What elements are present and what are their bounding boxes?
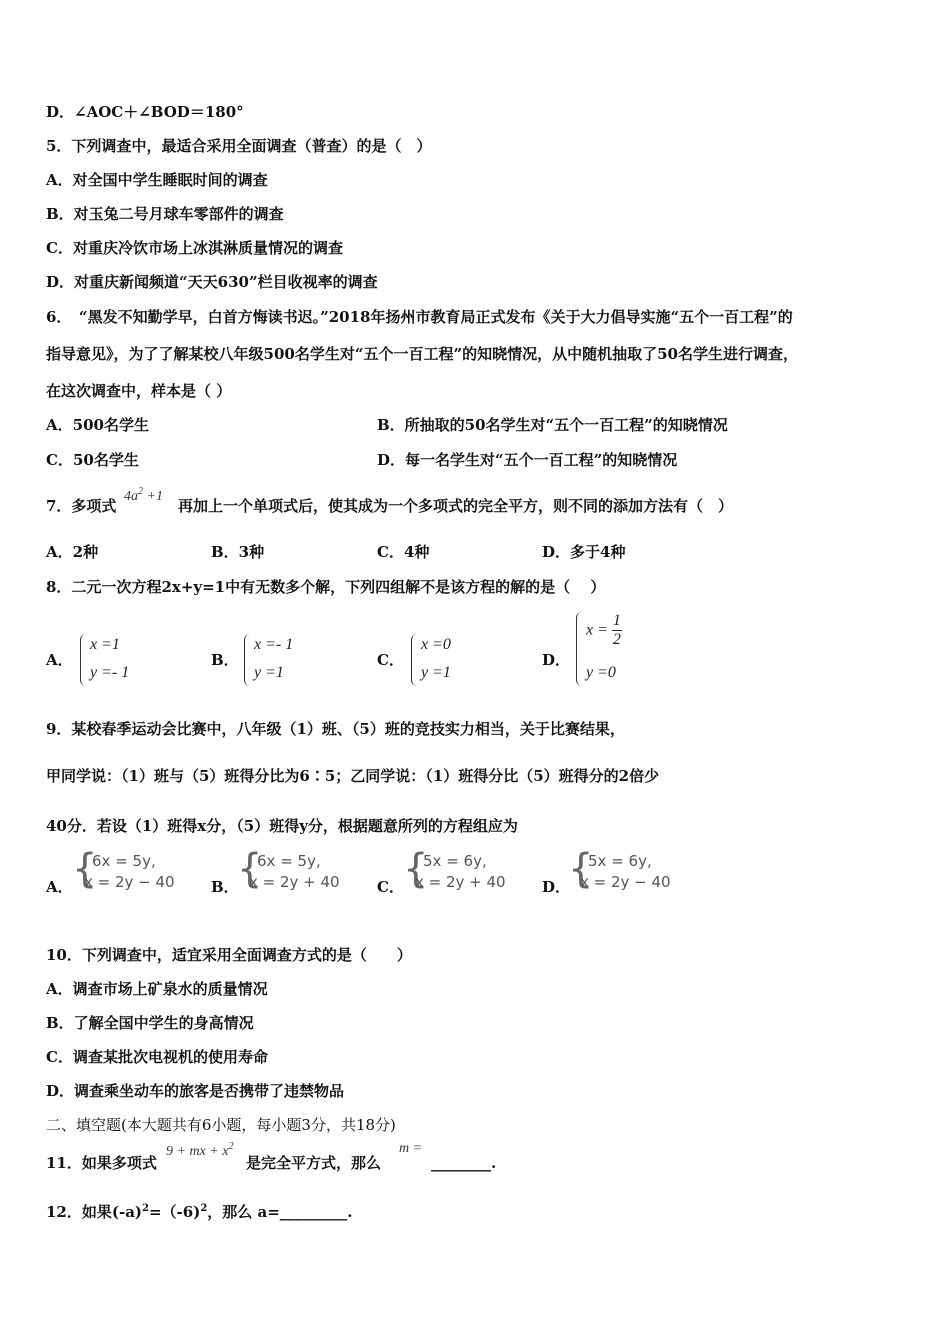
- q7-option-d: D．多于4种: [542, 543, 626, 561]
- q5-option-a: A．对全国中学生睡眠时间的调查: [46, 171, 268, 189]
- q9-a-brace: {: [72, 846, 98, 892]
- q5-option-c: C．对重庆冷饮市场上冰淇淋质量情况的调查: [46, 239, 343, 257]
- q8-option-a-label: A．: [46, 651, 73, 669]
- q11-middle-text: 是完全平方式，那么: [246, 1154, 382, 1172]
- q9-d-brace: {: [568, 846, 594, 892]
- q8-d-fraction: $\frac{1}{2}$: [612, 612, 621, 648]
- q6-option-c: C．50名学生: [46, 451, 139, 469]
- q12-text: 12．如果$(-a)^2=(-6)^2$，那么 a=_________.: [46, 1203, 353, 1221]
- q8-b-row1: x =- 1: [254, 636, 294, 653]
- q6-option-d: D．每一名学生对“五个一百工程”的知晓情况: [377, 451, 678, 469]
- q7-option-c: C．4种: [377, 543, 430, 561]
- q7-option-b: B．3种: [211, 543, 265, 561]
- q11-answer-blank: ________.: [431, 1154, 497, 1172]
- q8-c-row1: x =0: [421, 636, 451, 653]
- section-2-title: 二、填空题(本大题共有6小题，每小题3分，共18分): [46, 1116, 396, 1134]
- q9-a-row2: x = 2y − 40: [84, 873, 175, 891]
- q8-d-row1: x = $\frac{1}{2}$: [586, 612, 621, 648]
- q9-c-brace: {: [403, 846, 429, 892]
- q7-expression: $4a^2 +1$: [124, 486, 163, 504]
- q9-c-row1: 5x = 6y,: [423, 852, 487, 870]
- q10-stem: 10．下列调查中，适宜采用全面调查方式的是（ ）: [46, 946, 412, 964]
- q9-b-brace: {: [237, 846, 263, 892]
- q5-option-b: B．对玉兔二号月球车零部件的调查: [46, 205, 284, 223]
- q7-suffix: 再加上一个单项式后，使其成为一个多项式的完全平方，则不同的添加方法有（ ）: [178, 497, 734, 515]
- q9-line-2: 甲同学说：（1）班与（5）班得分比为6∶5；乙同学说：（1）班得分比（5）班得分的2倍少: [46, 767, 660, 785]
- q9-option-c-label: C．: [377, 878, 404, 896]
- q11-prefix: 11．如果多项式: [46, 1154, 157, 1172]
- q8-b-row2: y =1: [254, 664, 284, 681]
- q7-prefix: 7．多项式: [46, 497, 117, 515]
- q8-option-b-label: B．: [211, 651, 239, 669]
- q5-stem: 5．下列调查中，最适合采用全面调查（普查）的是（ ）: [46, 137, 432, 155]
- q6-line-1: 6． “黑发不知勤学早，白首方悔读书迟。”2018年扬州市教育局正式发布《关于大力倡导实施“五个一百工程”的: [46, 308, 793, 326]
- q10-option-d: D．调查乘坐动车的旅客是否携带了违禁物品: [46, 1082, 345, 1100]
- q9-b-row1: 6x = 5y,: [257, 852, 321, 870]
- q9-b-row2: x = 2y + 40: [249, 873, 340, 891]
- q8-c-row2: y =1: [421, 664, 451, 681]
- q6-option-b: B．所抽取的50名学生对“五个一百工程”的知晓情况: [377, 416, 728, 434]
- q11-expression: 9 + mx + $x^2$: [166, 1141, 234, 1159]
- q8-option-d-label: D．: [542, 651, 571, 669]
- q8-option-c-label: C．: [377, 651, 404, 669]
- q10-option-b: B．了解全国中学生的身高情况: [46, 1014, 254, 1032]
- q9-c-row2: x = 2y + 40: [415, 873, 506, 891]
- q9-d-row1: 5x = 6y,: [588, 852, 652, 870]
- q9-a-row1: 6x = 5y,: [92, 852, 156, 870]
- q9-option-d-label: D．: [542, 878, 571, 896]
- q8-a-row2: y =- 1: [90, 664, 130, 681]
- q10-option-a: A．调查市场上矿泉水的质量情况: [46, 980, 268, 998]
- q9-option-a-label: A．: [46, 878, 73, 896]
- q9-line-1: 9．某校春季运动会比赛中，八年级（1）班、（5）班的竞技实力相当，关于比赛结果，: [46, 720, 625, 738]
- q9-option-b-label: B．: [211, 878, 239, 896]
- q6-line-2: 指导意见》，为了了解某校八年级500名学生对“五个一百工程”的知晓情况，从中随机抽取了50名学生进行调查，: [46, 345, 798, 363]
- q6-option-a: A．500名学生: [46, 416, 149, 434]
- q10-option-c: C．调查某批次电视机的使用寿命: [46, 1048, 268, 1066]
- q7-option-a: A．2种: [46, 543, 99, 561]
- q9-line-3: 40分．若设（1）班得x分，（5）班得y分，根据题意所列的方程组应为: [46, 817, 518, 835]
- q9-d-row2: x = 2y − 40: [580, 873, 671, 891]
- q4-option-d: D．∠AOC＋∠BOD＝180°: [46, 103, 244, 121]
- q8-d-row2: y =0: [586, 664, 616, 681]
- q6-line-3: 在这次调查中，样本是（ ）: [46, 382, 232, 400]
- q11-m-equals: m =: [399, 1141, 423, 1156]
- q8-a-row1: x =1: [90, 636, 120, 653]
- q5-option-d: D．对重庆新闻频道“天天630”栏目收视率的调查: [46, 273, 378, 291]
- q8-stem: 8．二元一次方程2x+y=1中有无数多个解，下列四组解不是该方程的解的是（ ）: [46, 578, 606, 596]
